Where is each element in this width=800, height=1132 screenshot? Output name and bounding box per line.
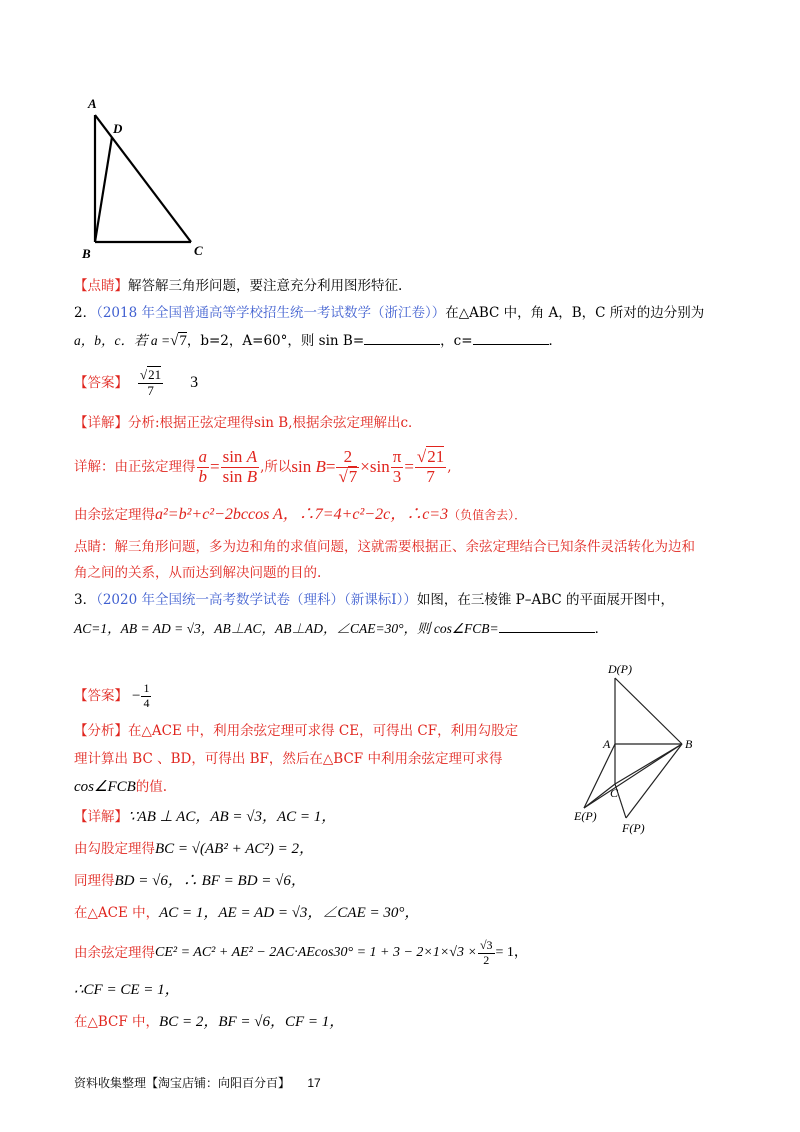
q2-stem2d: ．: [548, 333, 563, 349]
q3-d3b: BD = √6，∴ BF = BD = √6，: [114, 873, 306, 889]
point-B-label: B: [82, 246, 91, 261]
q3-d5d: 2: [483, 952, 490, 967]
q2-stem2a: a，b，c．若 a =: [74, 333, 171, 348]
q2-answer: 【答案】 $\frac{√21}{7}$ 3: [74, 367, 199, 398]
q2-detail2-mid: ,所以: [260, 459, 292, 475]
q2-blank-c[interactable]: [473, 332, 549, 345]
label-C: C: [610, 786, 619, 800]
edge-DB: [615, 678, 682, 744]
q3-detail-line5: [74, 934, 528, 972]
q2-detail2-end: ,: [447, 459, 452, 475]
q2-answer-c: 3: [190, 374, 199, 391]
dianjing-1: [74, 277, 402, 295]
q3-d1: ∵AB ⊥ AC，AB = √3，AC = 1，: [128, 809, 337, 825]
q2-dianjing-line1: 解三角形问题，多为边和角的求值问题，这就需要根据正、余弦定理结合已知条件灵活转化为边和: [114, 539, 695, 555]
label-FP: F(P): [622, 821, 645, 835]
q2-answer-tag: 【答案】: [74, 375, 128, 391]
triangle-figure: [80, 95, 220, 265]
q2-detail-line2: 详解：由正弦定理得 $\frac{a}{b}$ = $\frac{\text{sin A}}{\text{sin B}}$ ,所以 sin B= $\frac{2}{√7}$ ×sin $\frac{\pi}{3}$ = $\frac{√21}{7}$ ,: [74, 446, 452, 486]
q2-sqrt7: 7: [179, 333, 187, 349]
q2-detail-tag: 【详解】: [74, 415, 128, 431]
q3-source: （2020 年全国统一高考数学试卷（理科）（新课标Ⅰ））: [96, 592, 417, 608]
q2-blank-sinB[interactable]: [364, 332, 440, 345]
q3-detail-line3: [74, 872, 306, 890]
q3-stem-line1: [74, 591, 674, 609]
q2-detail3-eq: a²=b²+c²−2bccos A，∴7=4+c²−2c，∴c=3: [155, 506, 449, 523]
q2-stem-line2: a，b，c．若 a =√7，b=2，A=60°，则 sin B= ，c= ．: [74, 333, 563, 349]
dianjing-tag: 【点睛】: [74, 278, 128, 294]
q3-analysis-line3: [74, 778, 167, 796]
q3-stem-line2: [74, 620, 608, 638]
q3-stem1: 如图，在三棱锥 P–ABC 的平面展开图中，: [416, 592, 674, 608]
q3-detail-tag: 【详解】: [74, 809, 128, 825]
edge-FB: [626, 744, 682, 818]
q3-analysis-l3a: cos∠FCB: [74, 779, 136, 795]
label-EP: E(P): [574, 809, 597, 823]
q3-d6: ∴CF = CE = 1，: [74, 982, 180, 998]
q3-d3a: 同理得: [74, 873, 115, 889]
q2-dianjing: [74, 538, 695, 556]
q3-analysis-l3b: 的值.: [135, 779, 168, 795]
q2-detail-line1: [74, 414, 422, 432]
q3-d5b: CE² = AC² + AE² − 2AC·AEcos30° = 1 + 3 − 2×1×√3 ×: [155, 945, 477, 960]
q2-source: （2018 年全国普通高等学校招生统一考试数学（浙江卷））: [96, 305, 446, 321]
q3-number: 3．: [74, 592, 97, 608]
q2-detail-text: 分析:根据正弦定理得sin B,根据余弦定理解出c．: [128, 415, 422, 431]
q3-d7a: 在△BCF 中，: [74, 1014, 160, 1030]
q2-detail3-note: （负值舍去）．: [448, 508, 527, 522]
q3-d4b: AC = 1，AE = AD = √3，∠CAE = 30°，: [159, 905, 420, 921]
label-B: B: [685, 737, 693, 751]
edge-EB: [584, 744, 682, 808]
page-number: 17: [307, 1076, 321, 1090]
q3-detail-line2: [74, 840, 314, 858]
side-AC: [95, 115, 191, 242]
point-A-label: A: [88, 96, 97, 111]
q2-dianjing-tag: 点睛：: [74, 539, 115, 555]
q2-stem-line1: [74, 304, 704, 322]
q2-number: 2．: [74, 305, 97, 321]
label-A: A: [603, 737, 611, 751]
q3-analysis-line1: [74, 722, 518, 740]
segment-BD: [95, 137, 112, 242]
q3-d5a: 由余弦定理得: [74, 945, 155, 961]
q3-answer-sign: −: [132, 688, 141, 704]
q3-d4a: 在△ACE 中，: [74, 905, 160, 921]
q3-detail-line7: [74, 1013, 344, 1031]
q3-blank-cos[interactable]: [499, 620, 595, 633]
q3-answer-tag: 【答案】: [74, 688, 128, 704]
edge-CB: [615, 744, 682, 784]
point-C-label: C: [194, 243, 203, 258]
q2-stem1: 在△ABC 中，角 A，B，C 所对的边分别为: [445, 305, 705, 321]
q3-detail-line6: [74, 981, 180, 999]
q3-answer-num: 1: [143, 681, 150, 696]
q3-analysis-tag: 【分析】: [74, 723, 128, 739]
q2-detail-line3: [74, 506, 526, 524]
q2-detail3-label: 由余弦定理得: [74, 507, 155, 523]
q3-d2a: 由勾股定理得: [74, 841, 155, 857]
q3-d7b: BC = 2，BF = √6，CF = 1，: [159, 1014, 345, 1030]
footer: [74, 1074, 321, 1092]
q2-stem2b: ，b=2，A=60°，则 sin B=: [186, 333, 365, 349]
q3-answer: [74, 676, 152, 716]
q3-analysis-line2: 理计算出 BC 、BD，可得出 BF，然后在△BCF 中利用余弦定理可求得: [74, 751, 503, 767]
q3-detail-line4: [74, 904, 419, 922]
pyramid-net-figure: [570, 660, 720, 840]
q3-analysis-l1: 在△ACE 中，利用余弦定理可求得 CE，可得出 CF，利用勾股定: [128, 723, 519, 739]
q3-d2b: BC = √(AB² + AC²) = 2，: [155, 841, 314, 857]
footer-text: 资料收集整理【淘宝店铺：向阳百分百】: [74, 1076, 291, 1090]
q3-answer-den: 4: [143, 695, 150, 710]
q3-d5c: √3: [479, 938, 493, 953]
label-DP: D(P): [608, 662, 632, 676]
point-D-label: D: [113, 121, 123, 136]
q2-answer-num: 21: [148, 367, 162, 383]
q2-detail2-label: 详解：由正弦定理得: [74, 459, 196, 475]
q3-d5e: = 1，: [495, 945, 528, 960]
q2-stem2c: ，c=: [440, 333, 473, 349]
q3-detail-line1: [74, 808, 336, 826]
q2-dianjing-line2: 角之间的关系，从而达到解决问题的目的.: [74, 565, 322, 581]
q3-stem2: AC=1，AB = AD = √3，AB⊥AC，AB⊥AD，∠CAE=30°，则 cos∠FCB=: [74, 621, 499, 636]
dianjing-text: 解答解三角形问题，要注意充分利用图形特征.: [128, 278, 403, 294]
q2-answer-den: 7: [147, 382, 154, 398]
q3-stem2-end: ．: [594, 621, 609, 637]
